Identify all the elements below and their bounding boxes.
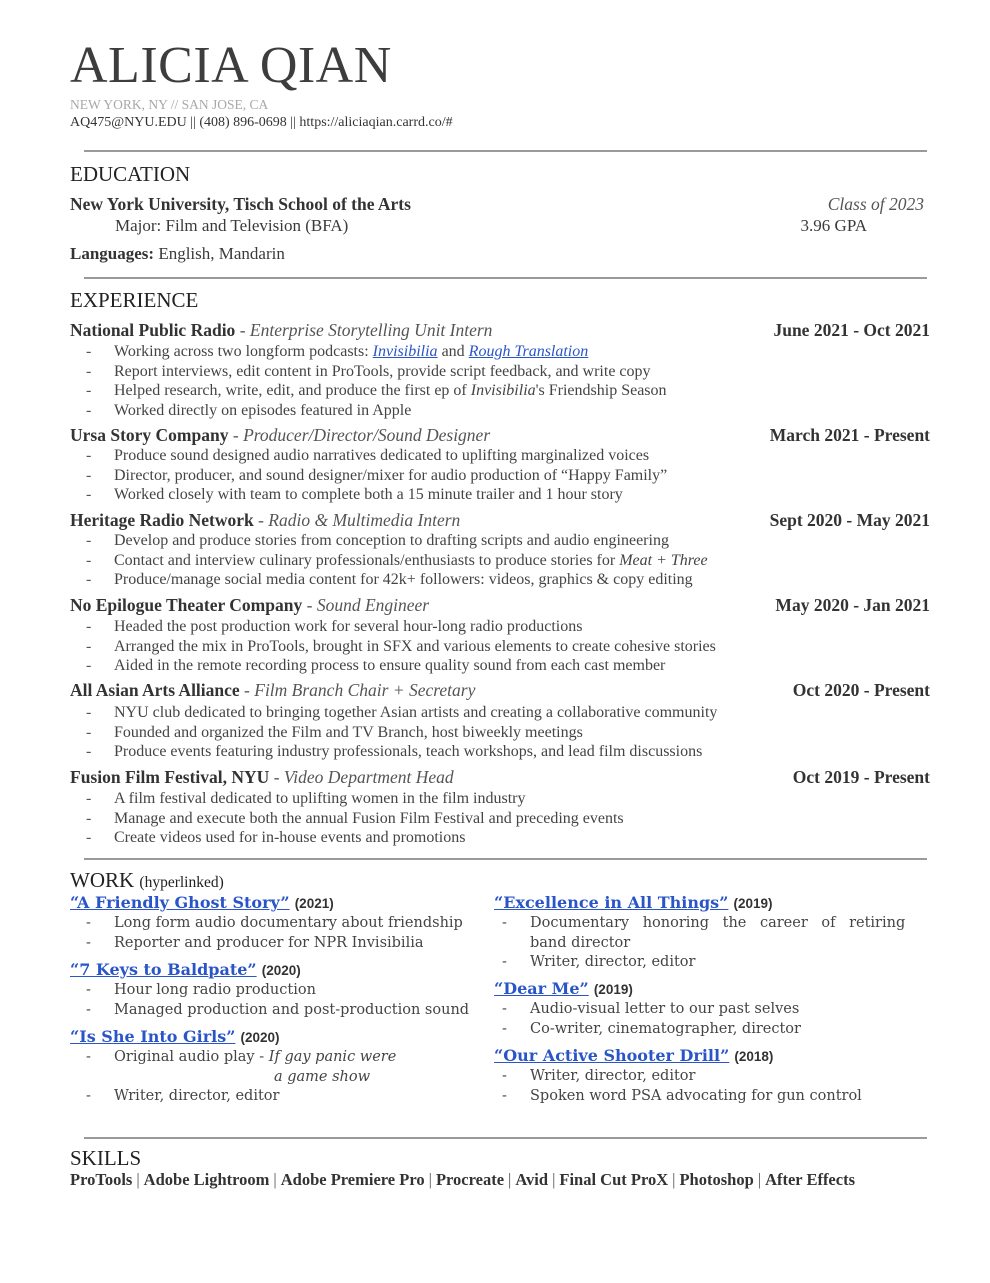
skill-item: After Effects: [765, 1170, 855, 1189]
bullet-italic: Meat + Three: [619, 551, 708, 569]
bullet-italic: If gay panic were: [268, 1049, 397, 1065]
work-bullets: [500, 1067, 862, 1106]
candidate-name: ALICIA QIAN: [70, 37, 392, 94]
bullet-item: [84, 381, 667, 401]
job-separator: -: [239, 680, 255, 700]
active-shooter-drill-link[interactable]: “Our Active Shooter Drill”: [494, 1046, 730, 1065]
job-org: Ursa Story Company: [70, 425, 229, 445]
excellence-link[interactable]: “Excellence in All Things”: [494, 893, 729, 912]
divider: [84, 1137, 927, 1139]
bullet-item: - Long form audio documentary about friendship: [84, 914, 463, 934]
bullet-item: - Produce/manage social media content for 42k+ followers: videos, graphics & copy editing: [84, 570, 708, 590]
bullet-item: - Manage and execute both the annual Fusion Film Festival and preceding events: [84, 809, 624, 829]
work-column-right: [494, 893, 914, 1113]
work-year: (2019): [733, 896, 773, 911]
work-year: (2020): [261, 963, 301, 978]
bullet-item: - Spoken word PSA advocating for gun control: [500, 1087, 862, 1107]
job-bullets: [84, 342, 667, 420]
education-heading: EDUCATION: [70, 162, 191, 186]
bullet-text: Helped research, write, edit, and produce the first ep of: [114, 382, 471, 400]
job-dates: June 2021 - Oct 2021: [773, 320, 930, 340]
work-item-title: [494, 979, 633, 998]
work-bullets: [500, 914, 905, 973]
bullet-item: - Writer, director, editor: [500, 953, 905, 973]
skill-separator: |: [672, 1170, 676, 1189]
job-role: Video Department Head: [283, 767, 454, 787]
work-subtitle: (hyperlinked): [139, 874, 224, 891]
job-org: National Public Radio: [70, 320, 236, 340]
skill-separator: |: [508, 1170, 512, 1189]
bullet-item: - Worked closely with team to complete both a 15 minute trailer and 1 hour story: [84, 485, 667, 505]
job-role: Producer/Director/Sound Designer: [243, 425, 491, 445]
bullet-item: - Documentary honoring the career of retiring: [500, 914, 905, 934]
bullet-item: - Hour long radio production: [84, 981, 469, 1001]
job-role: Radio & Multimedia Intern: [268, 510, 461, 530]
job-bullets: [84, 531, 708, 590]
job-org: Heritage Radio Network: [70, 510, 254, 530]
education-school-row: [70, 194, 930, 215]
gpa: 3.96 GPA: [800, 216, 867, 235]
job-header: [70, 320, 930, 341]
seven-keys-link[interactable]: “7 Keys to Baldpate”: [70, 960, 257, 979]
school-name: New York University, Tisch School of the Arts: [70, 194, 411, 214]
divider: [84, 150, 927, 152]
job-org: Fusion Film Festival, NYU: [70, 767, 270, 787]
work-bullets: [84, 981, 469, 1020]
work-item-title: [70, 893, 334, 912]
job-header: [70, 680, 930, 701]
dear-me-link[interactable]: “Dear Me”: [494, 979, 589, 998]
work-item-title: [494, 1046, 773, 1065]
languages-value: English, Mandarin: [158, 244, 285, 263]
bullet-item: - Audio-visual letter to our past selves: [500, 1000, 801, 1020]
work-year: (2018): [734, 1049, 774, 1064]
work-heading: [70, 868, 224, 893]
bullet-continuation: [84, 1068, 396, 1088]
skill-item: Procreate: [435, 1170, 505, 1189]
skill-separator: |: [757, 1170, 762, 1189]
languages-label: Languages:: [70, 244, 155, 263]
job-header: [70, 425, 930, 446]
bullet-item: - Produce sound designed audio narratives dedicated to uplifting marginalized voices: [84, 446, 667, 466]
divider: [84, 858, 927, 860]
work-year: (2021): [294, 896, 334, 911]
job-role: Film Branch Chair + Secretary: [254, 680, 476, 700]
bullet-item: [84, 551, 708, 571]
bullet-item: - Report interviews, edit content in ProTools, provide script feedback, and write copy: [84, 362, 667, 382]
job-org: All Asian Arts Alliance: [70, 680, 240, 700]
languages-row: [70, 244, 930, 264]
skills-list: [70, 1170, 855, 1190]
job-header: [70, 595, 930, 616]
education-major-row: [70, 216, 930, 236]
bullet-item: - A film festival dedicated to uplifting women in the film industry: [84, 789, 624, 809]
skill-item: Adobe Lightroom: [143, 1170, 270, 1189]
bullet-item: - Headed the post production work for several hour-long radio productions: [84, 617, 716, 637]
bullet-item: - Arranged the mix in ProTools, brought in SFX and various elements to create cohesive stories: [84, 637, 716, 657]
work-bullets: [500, 1000, 801, 1039]
bullet-item: - Writer, director, editor: [500, 1067, 862, 1087]
bullet-item: - Aided in the remote recording process to ensure quality sound from each cast member: [84, 656, 716, 676]
job-separator: -: [235, 320, 250, 340]
skill-item: Adobe Premiere Pro: [280, 1170, 425, 1189]
bullet-text: Contact and interview culinary professionals/enthusiasts to produce stories for: [114, 551, 620, 569]
work-title: WORK: [70, 868, 135, 892]
job-bullets: [84, 789, 624, 848]
skill-item: ProTools: [70, 1170, 133, 1189]
job-role: Enterprise Storytelling Unit Intern: [249, 320, 493, 340]
skill-separator: |: [273, 1170, 277, 1189]
friendly-ghost-story-link[interactable]: “A Friendly Ghost Story”: [70, 893, 290, 912]
bullet-italic: a game show: [274, 1068, 371, 1085]
work-column-left: [70, 893, 490, 1113]
job-separator: -: [269, 767, 284, 787]
bullet-text: 's Friendship Season: [535, 382, 667, 400]
bullet-item: - Create videos used for in-house events and promotions: [84, 828, 624, 848]
work-item-title: [70, 1027, 280, 1046]
job-dates: Oct 2019 - Present: [792, 767, 930, 787]
skill-separator: |: [136, 1170, 140, 1189]
bullet-item: - Director, producer, and sound designer/mixer for audio production of “Happy Family”: [84, 466, 667, 486]
job-header: [70, 767, 930, 788]
job-separator: -: [302, 595, 317, 615]
work-bullets: [84, 914, 463, 953]
job-dates: Sept 2020 - May 2021: [769, 510, 930, 530]
bullet-continuation: band director: [530, 934, 631, 951]
job-bullets: [84, 446, 667, 505]
skill-item: Avid: [515, 1170, 549, 1189]
major: Major: Film and Television (BFA): [115, 216, 349, 235]
work-year: (2019): [593, 982, 633, 997]
work-item-title: [494, 893, 773, 912]
job-role: Sound Engineer: [316, 595, 430, 615]
experience-heading: EXPERIENCE: [70, 288, 199, 312]
bullet-item: - Writer, director, editor: [84, 1087, 396, 1107]
bullet-item: - Managed production and post-production sound: [84, 1001, 469, 1021]
work-bullets: [84, 1048, 396, 1107]
location-line: NEW YORK, NY // SAN JOSE, CA: [70, 97, 269, 112]
job-bullets: [84, 703, 717, 762]
bullet-text: Original audio play -: [114, 1049, 269, 1065]
bullet-item: - NYU club dedicated to bringing together Asian artists and creating a collaborative community: [84, 703, 717, 723]
job-dates: Oct 2020 - Present: [792, 680, 930, 700]
job-dates: May 2020 - Jan 2021: [775, 595, 930, 615]
bullet-item: - Reporter and producer for NPR Invisibilia: [84, 934, 463, 954]
rough-translation-link[interactable]: Rough Translation: [468, 343, 589, 360]
bullet-item: - Founded and organized the Film and TV Branch, host biweekly meetings: [84, 723, 717, 743]
job-separator: -: [253, 510, 269, 530]
skill-separator: |: [552, 1170, 556, 1189]
bullet-item: - Develop and produce stories from conception to drafting scripts and audio engineering: [84, 531, 708, 551]
bullet-item: [84, 1048, 396, 1068]
job-org: No Epilogue Theater Company: [70, 595, 303, 615]
skill-item: Photoshop: [679, 1170, 754, 1189]
work-year: (2020): [240, 1030, 280, 1045]
contact-line: AQ475@NYU.EDU || (408) 896-0698 || https://aliciaqian.carrd.co/#: [70, 115, 453, 130]
skills-heading: SKILLS: [70, 1146, 142, 1170]
bullet-item: - Co-writer, cinematographer, director: [500, 1020, 801, 1040]
bullet-item: [84, 342, 667, 362]
divider: [84, 277, 927, 279]
bullet-italic: Invisibilia: [470, 382, 536, 400]
skill-item: Final Cut ProX: [559, 1170, 669, 1189]
work-item-title: [70, 960, 301, 979]
class-year: Class of 2023: [827, 194, 924, 214]
job-bullets: [84, 617, 716, 676]
bullet-text: Working across two longform podcasts:: [114, 343, 373, 360]
job-header: [70, 510, 930, 531]
bullet-item: - Produce events featuring industry professionals, teach workshops, and lead film discussions: [84, 742, 717, 762]
skill-separator: |: [428, 1170, 432, 1189]
is-she-into-girls-link[interactable]: “Is She Into Girls”: [70, 1027, 236, 1046]
invisibilia-link[interactable]: Invisibilia: [372, 343, 438, 360]
job-dates: March 2021 - Present: [769, 425, 930, 445]
job-separator: -: [228, 425, 244, 445]
bullet-text: and: [437, 343, 469, 360]
bullet-item: - Worked directly on episodes featured in Apple: [84, 401, 667, 421]
